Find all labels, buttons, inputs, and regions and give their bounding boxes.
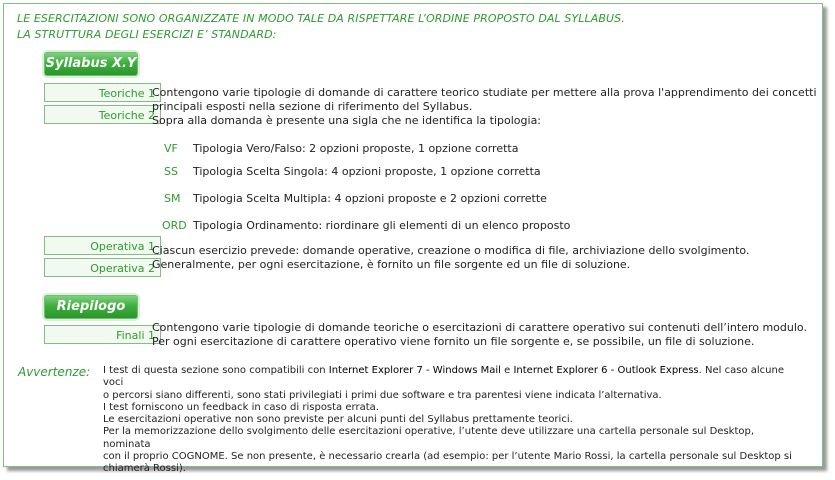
operative-line-2: Generalmente, per ogni esercitazione, è fornito un file sorgente ed un file di soluzione. [152, 258, 631, 271]
warning-line-6: con il proprio COGNOME. Se non presente, è necessario crearla (ad esempio: per l’utente Mario Rossi, la cartella personale sul Desktop si [103, 451, 792, 463]
theory-line-2: principali esposti nella sezione di riferimento del Syllabus. [152, 100, 473, 113]
warning-line-1: I test di questa sezione sono compatibili con Internet Explorer 7 - Windows Mail e Internet Explorer 6 - Outlook Express. Nel caso alcune voci [103, 365, 784, 389]
warnings-text [103, 365, 803, 476]
tag-operativa-1[interactable]: Operativa 1 [44, 236, 161, 255]
type-desc-ord: Tipologia Ordinamento: riordinare gli elementi di un elenco proposto [193, 219, 571, 232]
header-line-2: LA STRUTTURA DEGLI ESERCIZI E’ STANDARD: [17, 28, 277, 41]
warning-line-4: Le esercitazioni operative non sono previste per alcuni punti del Syllabus prettamente teorici. [103, 414, 573, 426]
type-code-sm: SM [164, 192, 181, 205]
warning-line-2: o percorsi siano differenti, sono stati privilegiati i primi due software e tra parentesi viene indicata l’alternativa. [103, 389, 662, 401]
riepilogo-button[interactable]: Riepilogo [44, 295, 138, 319]
type-code-ord: ORD [162, 219, 187, 232]
tag-finali-1[interactable]: Finali 1 [44, 325, 161, 344]
type-desc-ss: Tipologia Scelta Singola: 4 opzioni proposte, 1 opzione corretta [193, 165, 541, 178]
riepilogo-description [152, 321, 807, 349]
riepilogo-line-1: Contengono varie tipologie di domande teoriche o esercitazioni di carattere operativo sui contenuti dell’intero modulo. [152, 321, 807, 334]
tag-teoriche-2[interactable]: Teoriche 2 [44, 105, 161, 124]
theory-description [152, 86, 817, 128]
warning-line-5: Per la memorizzazione dello svolgimento delle esercitazioni operative, l’utente deve utilizzare una cartella personale sul Desktop, nominata [103, 426, 755, 450]
theory-line-1: Contengono varie tipologie di domande di carattere teorico studiate per mettere alla prova l'apprendimento dei concetti [152, 86, 817, 99]
warnings-title: Avvertenze: [18, 365, 91, 379]
type-code-ss: SS [164, 165, 178, 178]
warning-line-7: chiamerà Rossi). [103, 463, 186, 475]
operative-description [152, 244, 749, 272]
warning-line-3: I test forniscono un feedback in caso di risposta errata. [103, 401, 379, 413]
page-header [17, 11, 625, 43]
type-code-vf: VF [164, 142, 178, 155]
type-desc-vf: Tipologia Vero/Falso: 2 opzioni proposte, 1 opzione corretta [193, 142, 519, 155]
theory-line-3: Sopra alla domanda è presente una sigla che ne identifica la tipologia: [152, 114, 542, 127]
type-desc-sm: Tipologia Scelta Multipla: 4 opzioni proposte e 2 opzioni corrette [193, 192, 547, 205]
tag-teoriche-1[interactable]: Teoriche 1 [44, 83, 161, 102]
operative-line-1: Ciascun esercizio prevede: domande operative, creazione o modifica di file, archiviazione dello svolgimento. [152, 244, 750, 257]
syllabus-button[interactable]: Syllabus X.Y [44, 52, 138, 76]
riepilogo-line-2: Per ogni esercitazione di carattere operativo viene fornito un file sorgente e, se possibile, un file di soluzione. [152, 335, 755, 348]
header-line-1: LE ESERCITAZIONI SONO ORGANIZZATE IN MODO TALE DA RISPETTARE L’ORDINE PROPOSTO DAL SYLLABUS. [17, 12, 625, 25]
tag-operativa-2[interactable]: Operativa 2 [44, 258, 161, 277]
